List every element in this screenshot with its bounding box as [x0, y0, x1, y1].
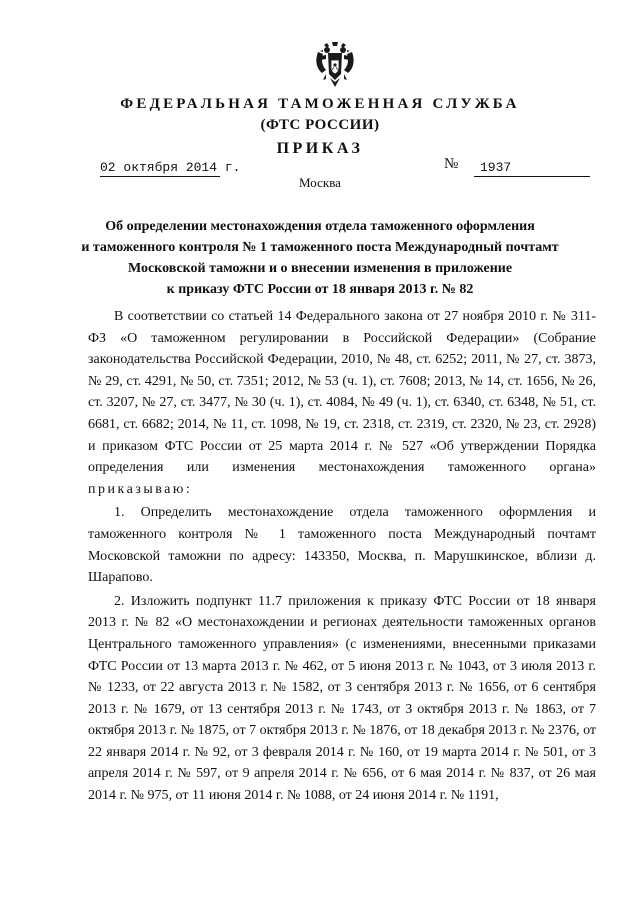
order-date: 02 октября 2014 г. [100, 160, 241, 175]
document-body [88, 306, 596, 807]
item-1-paragraph: 1. Определить местонахождение отдела таможенного оформления и таможенного контроля № 1 таможенного поста Международный почтамт Московской таможни по адресу: 143350, Москва, п. Марушкинское, вблизи д. Шарапово. [88, 505, 596, 586]
preamble-text: В соответствии со статьей 14 Федерального закона от 27 ноября 2010 г. № 311-ФЗ «О таможенном регулировании в Российской Федерации» (Собрание законодательства Российской Федерации, 2010, № 48, ст. 6252; 2011, № 27, ст. 3873, № 29, ст. 4291, № 50, ст. 7351; 2012, № 53 (ч. 1), ст. 7608; 2013, № 14, ст. 1656, № 26, ст. 3207, № 27, ст. 3477, № 30 (ч. 1), ст. 4084, № 49 (ч. 1), ст. 6340, ст. 6348, № 51, ст. 6681, ст. 6682; 2014, № 11, ст. 1098, № 19, ст. 2318, ст. 2319, ст. 2320, № 23, ст. 2928) и приказом ФТС России от 25 марта 2014 г. № 527 «Об утверждении Порядка определения или изменения местонахождения таможенного органа» [88, 309, 596, 476]
organization-short-name: (ФТС РОССИИ) [260, 117, 380, 133]
order-number: 1937 [474, 160, 590, 177]
title-line: Об определении местонахождения отдела таможенного оформления [105, 219, 535, 234]
organization-name: ФЕДЕРАЛЬНАЯ ТАМОЖЕННАЯ СЛУЖБА [120, 96, 520, 112]
order-number-label: № [444, 156, 459, 172]
title-line: к приказу ФТС России от 18 января 2013 г. № 82 [166, 282, 474, 297]
issue-city: Москва [299, 175, 341, 190]
title-line: и таможенного контроля № 1 таможенного поста Международный почтамт [81, 240, 559, 255]
double-headed-eagle-icon [314, 40, 356, 90]
item-2-paragraph: 2. Изложить подпункт 11.7 приложения к приказу ФТС России от 18 января 2013 г. № 82 «О местонахождении и регионах деятельности таможенных органов Центрального таможенного управления» (с изменениями, внесенными приказами ФТС России от 13 марта 2013 г. № 462, от 5 июня 2013 г. № 1043, от 3 июля 2013 г. № 1233, от 22 августа 2013 г. № 1582, от 3 сентября 2013 г. № 1656, от 6 сентября 2013 г. № 1679, от 13 сентября 2013 г. № 1743, от 3 октября 2013 г. № 1863, от 7 октября 2013 г. № 1875, от 7 октября 2013 г. № 1876, от 18 декабря 2013 г. № 2376, от 22 января 2014 г. № 92, от 3 февраля 2014 г. № 160, от 19 марта 2014 г. № 501, от 3 апреля 2014 г. № 597, от 9 апреля 2014 г. № 656, от 6 мая 2014 г. № 837, от 26 мая 2014 г. № 975, от 11 июня 2014 г. № 1088, от 24 июня 2014 г. № 1191, [88, 593, 596, 804]
document-type: ПРИКАЗ [276, 140, 364, 157]
title-line: Московской таможни и о внесении изменения в приложение [127, 261, 513, 276]
document-title [60, 216, 580, 300]
preamble-paragraph [88, 306, 596, 500]
order-word: приказываю: [88, 481, 193, 497]
